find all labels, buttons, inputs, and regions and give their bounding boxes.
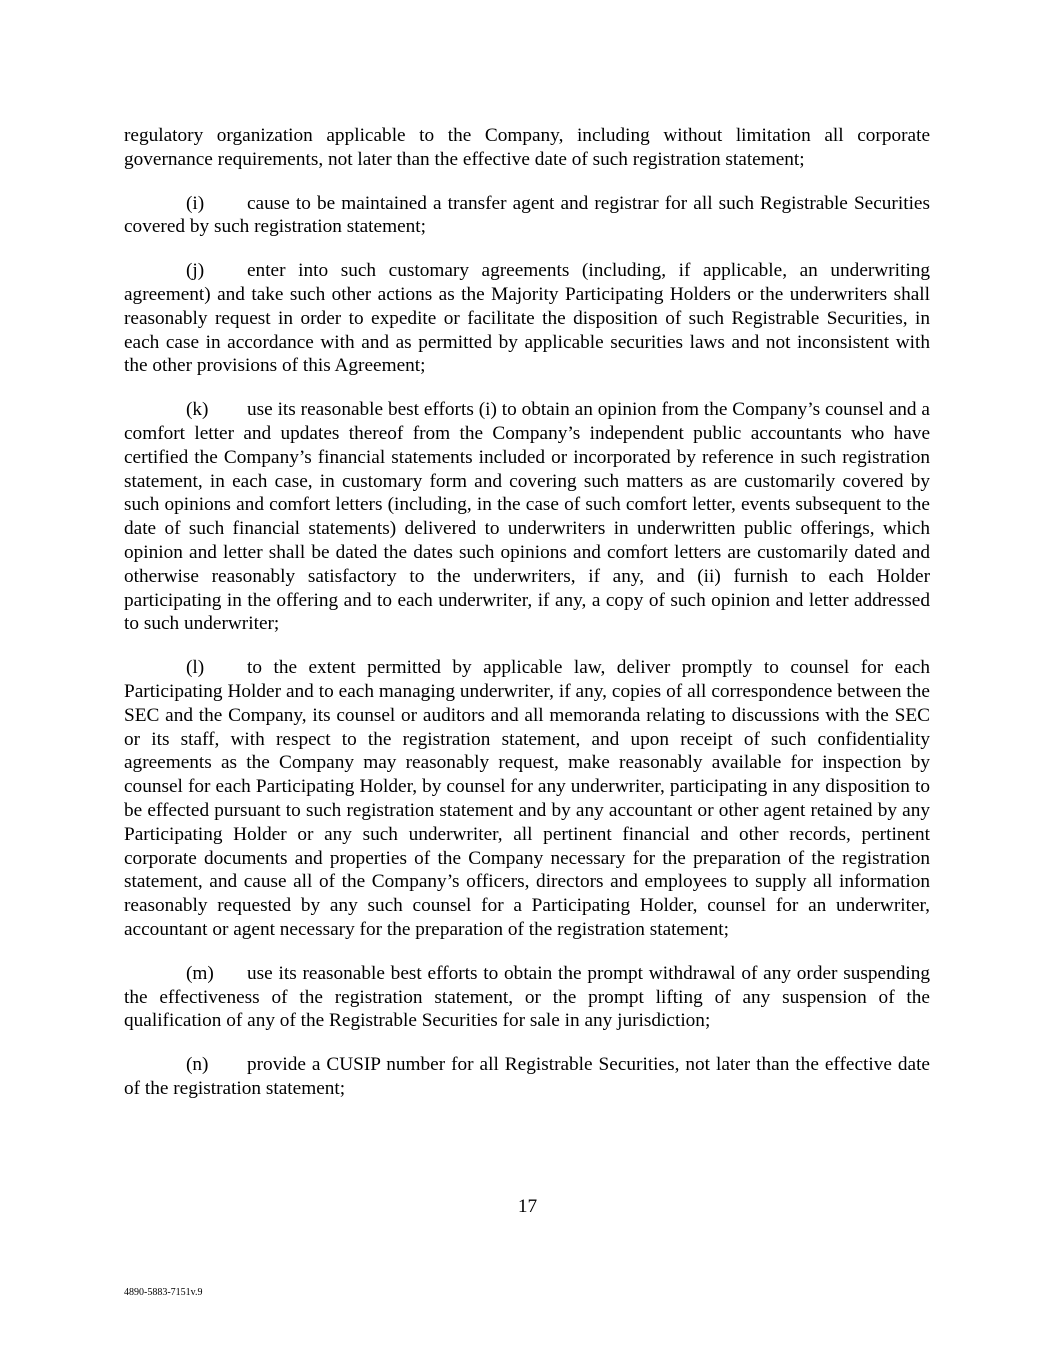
clause-k: [124, 398, 930, 636]
clause-marker: (k): [186, 399, 209, 421]
clause-marker: (l): [186, 657, 205, 679]
clause-l: [124, 656, 930, 942]
clause-i: [124, 192, 930, 240]
clause-n: [124, 1053, 930, 1101]
clause-marker: (n): [186, 1054, 209, 1076]
clause-text: to the extent permitted by applicable law, deliver promptly to counsel for each Participating Holder and to each managing underwriter, if any, copies of all correspondence between the SEC and the Company, its counsel or auditors and all memoranda relating to discussions with the SEC or its staff, with respect to the registration statement, and upon receipt of such confidentiality agreements as the Company may reasonably request, make reasonably available for inspection by counsel for each Participating Holder, by counsel for any underwriter, participating in any disposition to be effected pursuant to such registration statement and by any accountant or other agent retained by any Participating Holder or any such underwriter, all pertinent financial and other records, pertinent corporate documents and properties of the Company necessary for the preparation of the registration statement, and cause all of the Company’s officers, directors and employees to supply all information reasonably requested by any such counsel for a Participating Holder, counsel for an underwriter, accountant or agent necessary for the preparation of the registration statement;: [124, 657, 930, 940]
clause-text: use its reasonable best efforts to obtain the prompt withdrawal of any order suspending the effectiveness of the registration statement, or the prompt lifting of any suspension of the qualification of any of the Registrable Securities for sale in any jurisdiction;: [124, 962, 930, 1032]
document-body: [124, 124, 930, 1121]
clause-marker: (m): [186, 962, 214, 984]
clause-text: cause to be maintained a transfer agent and registrar for all such Registrable Securities covered by such registration statement;: [124, 192, 930, 238]
continuation-paragraph: regulatory organization applicable to the Company, including without limitation all corporate governance requirements, not later than the effective date of such registration statement;: [124, 125, 930, 170]
clause-j: [124, 259, 930, 378]
document-id: 4890-5883-7151v.9: [124, 1287, 203, 1298]
clause-text: enter into such customary agreements (including, if applicable, an underwriting agreement) and take such other actions as the Majority Participating Holders or the underwriters shall reasonably request in order to expedite or facilitate the disposition of such Registrable Securities, in each case in accordance with and as permitted by applicable securities laws and not inconsistent with the other provisions of this Agreement;: [124, 260, 930, 377]
page-number: 17: [517, 1196, 538, 1217]
clause-text: provide a CUSIP number for all Registrable Securities, not later than the effective date of the registration statement;: [124, 1054, 930, 1099]
clause-m: [124, 962, 930, 1033]
clause-marker: (i): [186, 192, 205, 214]
clause-marker: (j): [186, 260, 205, 282]
clause-text: use its reasonable best efforts (i) to obtain an opinion from the Company’s counsel and a comfort letter and updates thereof from the Company’s independent public accountants who have certified the Company’s financial statements included or incorporated by reference in such registration statement, in each case, in customary form and covering such matters as are customarily covered by such opinions and comfort letters (including, in the case of such comfort letter, events subsequent to the date of such financial statements) delivered to underwriters in underwritten public offerings, which opinion and letter shall be dated the dates such opinions and comfort letters are customarily dated and otherwise reasonably satisfactory to the underwriters, if any, and (ii) furnish to each Holder participating in the offering and to each underwriter, if any, a copy of such opinion and letter addressed to such underwriter;: [124, 399, 930, 635]
